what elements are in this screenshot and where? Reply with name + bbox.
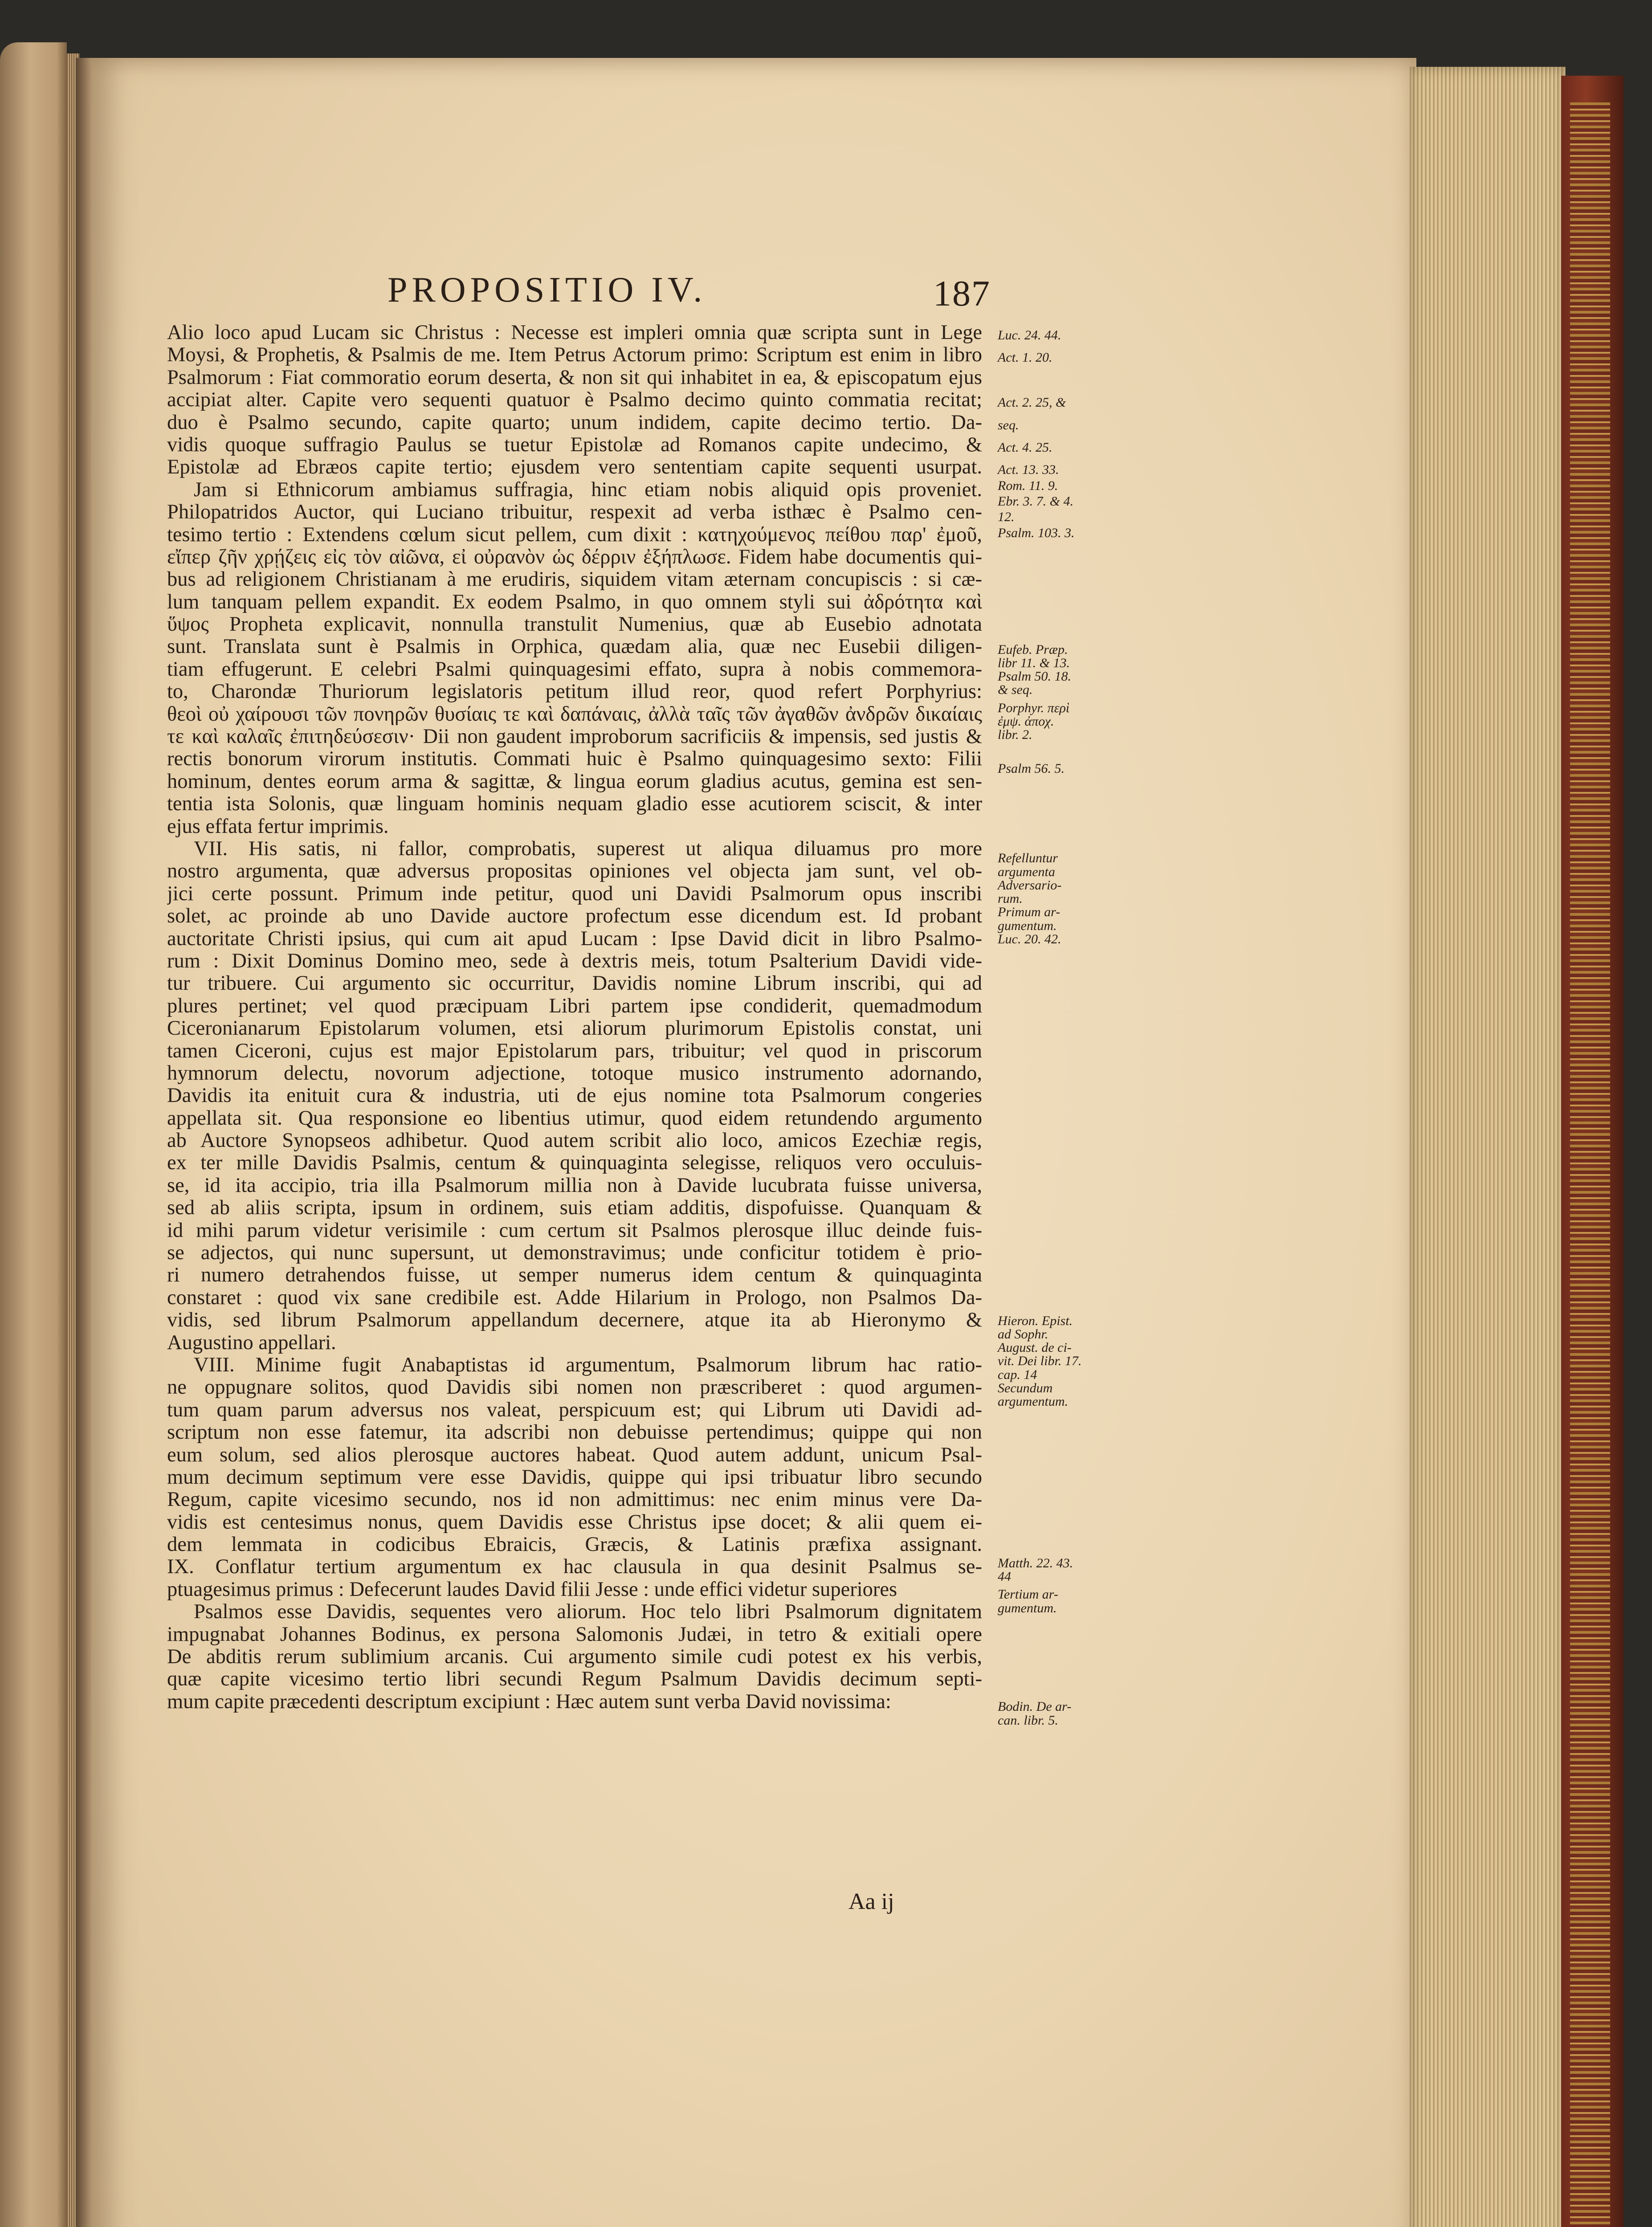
text-line: plures pertinet; vel quod præcipuam Libri partem ipse condiderit, quemadmodum: [167, 995, 982, 1017]
text-line: ὕψος Propheta explicavit, nonnulla transtulit Numenius, quæ ab Eusebio adnotata: [167, 613, 982, 636]
text-line: IX. Conflatur tertium argumentum ex hac clausula in qua desinit Psalmus se-: [167, 1556, 982, 1578]
text-line: Augustino appellari.: [167, 1331, 336, 1354]
text-line: Moysi, & Prophetis, & Psalmis de me. Item Petrus Actorum primo: Scriptum est enim in libro: [167, 344, 982, 367]
body-text: [167, 322, 982, 1713]
text-line: Philopatridos Auctor, qui Luciano tribuitur, respexit ad verba isthæc è Psalmo cen-: [167, 501, 982, 524]
text-line: ri numero detrahendos fuisse, ut semper numerus idem centum & quinquaginta: [167, 1264, 982, 1287]
text-line: Davidis ita enituit cura & industria, uti de ejus nomine tota Psalmorum congeries: [167, 1085, 982, 1107]
margin-note: 12.: [998, 510, 1015, 525]
text-line: τε καὶ καλαῖς ἐπιτηδεύσεσιν· Dii non gaudent improborum sacrificiis & impensis, sed justis &: [167, 726, 982, 748]
margin-note: cap. 14: [998, 1367, 1037, 1382]
text-line: ne oppugnare solitos, quod Davidis sibi nomen non præscriberet : quod argumen-: [167, 1376, 982, 1399]
text-line: De abditis rerum sublimium arcanis. Cui argumento simile cudi potest ex his verbis,: [167, 1646, 982, 1668]
text-line: tamen Ciceroni, cujus est major Epistolarum pars, tribuitur; vel quod in priscorum: [167, 1040, 982, 1062]
margin-note: Act. 1. 20.: [998, 350, 1052, 365]
text-line: ptuagesimus primus : Defecerunt laudes David filii Jesse : unde effici videtur superiores: [167, 1578, 897, 1601]
margin-note: Rom. 11. 9.: [998, 478, 1058, 493]
margin-note: ad Sophr.: [998, 1326, 1048, 1342]
text-line: VIII. Minime fugit Anabaptistas id argumentum, Psalmorum librum hac ratio-: [194, 1354, 982, 1376]
text-line: sunt. Translata sunt è Psalmis in Orphica, quædam alia, quæ nec Eusebii diligen-: [167, 636, 982, 658]
text-line: constaret : quod vix sane credibile est. Adde Hilarium in Prologo, non Psalmos Da-: [167, 1286, 982, 1309]
text-line: eum solum, sed alios plerosque auctores habeat. Quod autem addunt, unicum Psal-: [167, 1444, 982, 1466]
margin-note: Eufeb. Præp.: [998, 642, 1068, 657]
text-line: duo è Psalmo secundo, capite quarto; unum indidem, capite decimo tertio. Da-: [167, 411, 982, 434]
margin-note: libr 11. & 13.: [998, 655, 1070, 670]
margin-note: Primum ar-: [998, 905, 1061, 920]
text-line: rum : Dixit Dominus Domino meo, sede à dextris meis, totum Psalterium Davidi vide-: [167, 950, 982, 972]
margin-note: Psalm 56. 5.: [998, 761, 1065, 776]
margin-note: ἐμψ. ἀποχ.: [998, 714, 1054, 729]
text-line: vidis est centesimus nonus, quem Davidis esse Christus ipse docet; & alii quem ei-: [167, 1511, 982, 1534]
text-line: mum decimum septimum vere esse Davidis, quippe qui ipsi tribuatur libro secundo: [167, 1466, 982, 1489]
margin-note: seq.: [998, 417, 1019, 432]
text-line: sed ab aliis scripta, ipsum in ordinem, suis etiam additis, dispofuisse. Quanquam &: [167, 1197, 982, 1220]
text-line: Regum, capite vicesimo secundo, nos id non admittimus: nec enim minus vere Da-: [167, 1489, 982, 1511]
page-fore-edge: [1410, 67, 1566, 2227]
margin-note: argumenta: [998, 864, 1055, 879]
page-number: 187: [933, 273, 991, 314]
text-line: mum capite præcedenti descriptum excipiunt : Hæc autem sunt verba David novissima:: [167, 1690, 891, 1713]
text-line: VII. His satis, ni fallor, comprobatis, superest ut aliqua diluamus pro more: [194, 837, 982, 860]
text-line: solet, ac proinde ab uno Davide auctore profectum esse dicendum est. Id probant: [167, 905, 982, 928]
margin-note: Psalm. 103. 3.: [998, 525, 1075, 540]
text-line: ejus effata fertur imprimis.: [167, 815, 389, 838]
margin-note: Hieron. Epist.: [998, 1313, 1073, 1328]
margin-note: Act. 2. 25, &: [998, 395, 1066, 410]
text-line: vidis quoque suffragio Paulus se tuetur Epistolæ ad Romanos capite undecimo, &: [167, 433, 982, 456]
text-line: tur tribuere. Cui argumento sic occurritur, Davidis nomine Librum inscribi, qui ad: [167, 972, 982, 995]
text-line: Jam si Ethnicorum ambiamus suffragia, hinc etiam nobis aliquid opis proveniet.: [194, 478, 982, 501]
margin-note: libr. 2.: [998, 727, 1032, 742]
text-line: rectis bonorum virorum institutis. Commati huic è Psalmo quinquagesimo sexto: Filii: [167, 748, 982, 771]
margin-note: gumentum.: [998, 1600, 1057, 1615]
gilt-ornament-strip: [1570, 102, 1610, 2227]
text-line: ex ter mille Davidis Psalmis, centum & quinquaginta selegisse, reliquos vero occuluis-: [167, 1152, 982, 1175]
text-line: vidis, sed librum Psalmorum appellandum decernere, atque ita ab Hieronymo &: [167, 1309, 982, 1332]
margin-note: Act. 13. 33.: [998, 462, 1059, 477]
margin-note: gumentum.: [998, 918, 1057, 933]
text-line: Alio loco apud Lucam sic Christus : Necesse est impleri omnia quæ scripta sunt in Lege: [167, 322, 982, 344]
margin-note: Ebr. 3. 7. & 4.: [998, 494, 1074, 509]
text-line: scriptum non esse fatemur, ita adscribi non debuisse pertendimus; quippe qui non: [167, 1421, 982, 1444]
text-line: se adjectos, qui nunc supersunt, ut demonstravimus; unde conficitur totidem è prio-: [167, 1242, 982, 1264]
text-line: Epistolæ ad Ebræos capite tertio; ejusdem vero sententiam capite sequenti usurpat.: [167, 456, 982, 479]
text-line: tentia ista Solonis, quæ linguam hominis nequam gladio esse acutiorem sciscit, & inter: [167, 793, 982, 816]
margin-note: rum.: [998, 891, 1023, 906]
margin-note: & seq.: [998, 682, 1033, 697]
margin-note: vit. Dei libr. 17.: [998, 1354, 1082, 1369]
text-line: quæ capite vicesimo tertio libri secundi Regum Psalmum Davidis decimum septi-: [167, 1668, 982, 1691]
text-line: θεοὶ οὐ χαίρουσι τῶν πονηρῶν θυσίαις τε καὶ δαπάναις, ἀλλὰ ταῖς τῶν ἀγαθῶν ἀνδρῶν δικαίαις: [167, 703, 982, 726]
margin-note: Porphyr. περὶ: [998, 700, 1070, 715]
text-line: hymnorum delectu, novorum adjectione, totoque musico instrumento adornando,: [167, 1062, 982, 1085]
margin-note: Psalm 50. 18.: [998, 669, 1071, 684]
margin-note: August. de ci-: [998, 1340, 1072, 1355]
margin-note: argumentum.: [998, 1394, 1069, 1409]
signature-mark: Aa ij: [848, 1889, 894, 1914]
text-line: dem lemmata in codicibus Ebraicis, Græcis, & Latinis præfixa assignant.: [167, 1534, 982, 1556]
margin-note: Adversario-: [998, 877, 1062, 893]
text-line: bus ad religionem Christianam à me erudiris, siquidem vitam æternam concupiscis : si cæ-: [167, 568, 982, 591]
running-head: PROPOSITIO IV.: [388, 270, 707, 310]
margin-note: Luc. 24. 44.: [998, 328, 1061, 343]
text-line: hominum, dentes eorum arma & sagittæ, & lingua eorum gladius acutus, gemina est sen-: [167, 770, 982, 793]
text-line: Ciceronianarum Epistolarum volumen, etsi aliorum plurimorum Epistolis constat, uni: [167, 1017, 982, 1040]
text-line: tum quam parum adversus nos valeat, perspicuum est; qui Librum uti Davidi ad-: [167, 1399, 982, 1421]
text-line: tesimo tertio : Extendens cœlum sicut pellem, cum dixit : κατηχούμενος πείθου παρ' ἐμοῦ,: [167, 523, 982, 546]
margin-note: Matth. 22. 43.: [998, 1555, 1073, 1570]
text-line: id mihi parum videtur verisimile : cum certum sit Psalmos plerosque illuc deinde fuis-: [167, 1219, 982, 1242]
text-line: ab Auctore Synopseos adhibetur. Quod autem scribit alio loco, amicos Ezechiæ regis,: [167, 1130, 982, 1152]
margin-note: Luc. 20. 42.: [998, 931, 1061, 946]
margin-note: Bodin. De ar-: [998, 1699, 1072, 1714]
text-line: impugnabat Johannes Bodinus, ex persona Salomonis Judæi, in tetro & exitiali opere: [167, 1623, 982, 1646]
margin-note: Act. 4. 25.: [998, 440, 1052, 455]
margin-note: Tertium ar-: [998, 1587, 1058, 1602]
text-line: Psalmos esse Davidis, sequentes vero aliorum. Hoc telo libri Psalmorum dignitatem: [194, 1601, 982, 1623]
margin-note: 44: [998, 1569, 1011, 1584]
text-line: jici certe possunt. Primum inde petitur, quod uni Davidi Psalmorum opus inscribi: [167, 882, 982, 905]
margin-note: can. libr. 5.: [998, 1713, 1058, 1728]
text-line: tiam effugerunt. E celebri Psalmi quinquagesimi effato, supra à nobis commemora-: [167, 658, 982, 681]
margin-note: Refelluntur: [998, 851, 1058, 866]
text-line: Psalmorum : Fiat commoratio eorum deserta, & non sit qui inhabitet in ea, & episcopatum ejus: [167, 366, 982, 389]
text-line: se, id ita accipio, tria illa Psalmorum millia non à Davide lucubrata fuisse universa,: [167, 1174, 982, 1197]
text-line: to, Charondæ Thuriorum legislatoris petitum illud reor, quod refert Porphyrius:: [167, 681, 982, 703]
text-line: auctoritate Christi ipsius, qui cum ait apud Lucam : Ipse David dicit in libro Psalmo-: [167, 927, 982, 950]
text-line: accipiat alter. Capite vero sequenti quatuor è Psalmo decimo quinto commatia recitat;: [167, 389, 982, 412]
margin-note: Secundum: [998, 1380, 1053, 1395]
text-line: εἴπερ ζῆν χρῄζεις εἰς τὸν αἰῶνα, εἰ οὐρανὸν ὡς δέρριν ἐξήπλωσε. Fidem habe documentis qui-: [167, 546, 982, 568]
text-line: lum tanquam pellem expandit. Ex eodem Psalmo, in quo omnem styli sui ἀδρότητα καὶ: [167, 591, 982, 613]
text-line: nostro argumenta, quæ adversus propositas opiniones vel objecta jam sunt, vel ob-: [167, 860, 982, 883]
text-line: appellata sit. Qua responsione eo libentius utimur, quod eidem retundendo argumento: [167, 1107, 982, 1130]
facing-page-edge: [0, 42, 67, 2227]
